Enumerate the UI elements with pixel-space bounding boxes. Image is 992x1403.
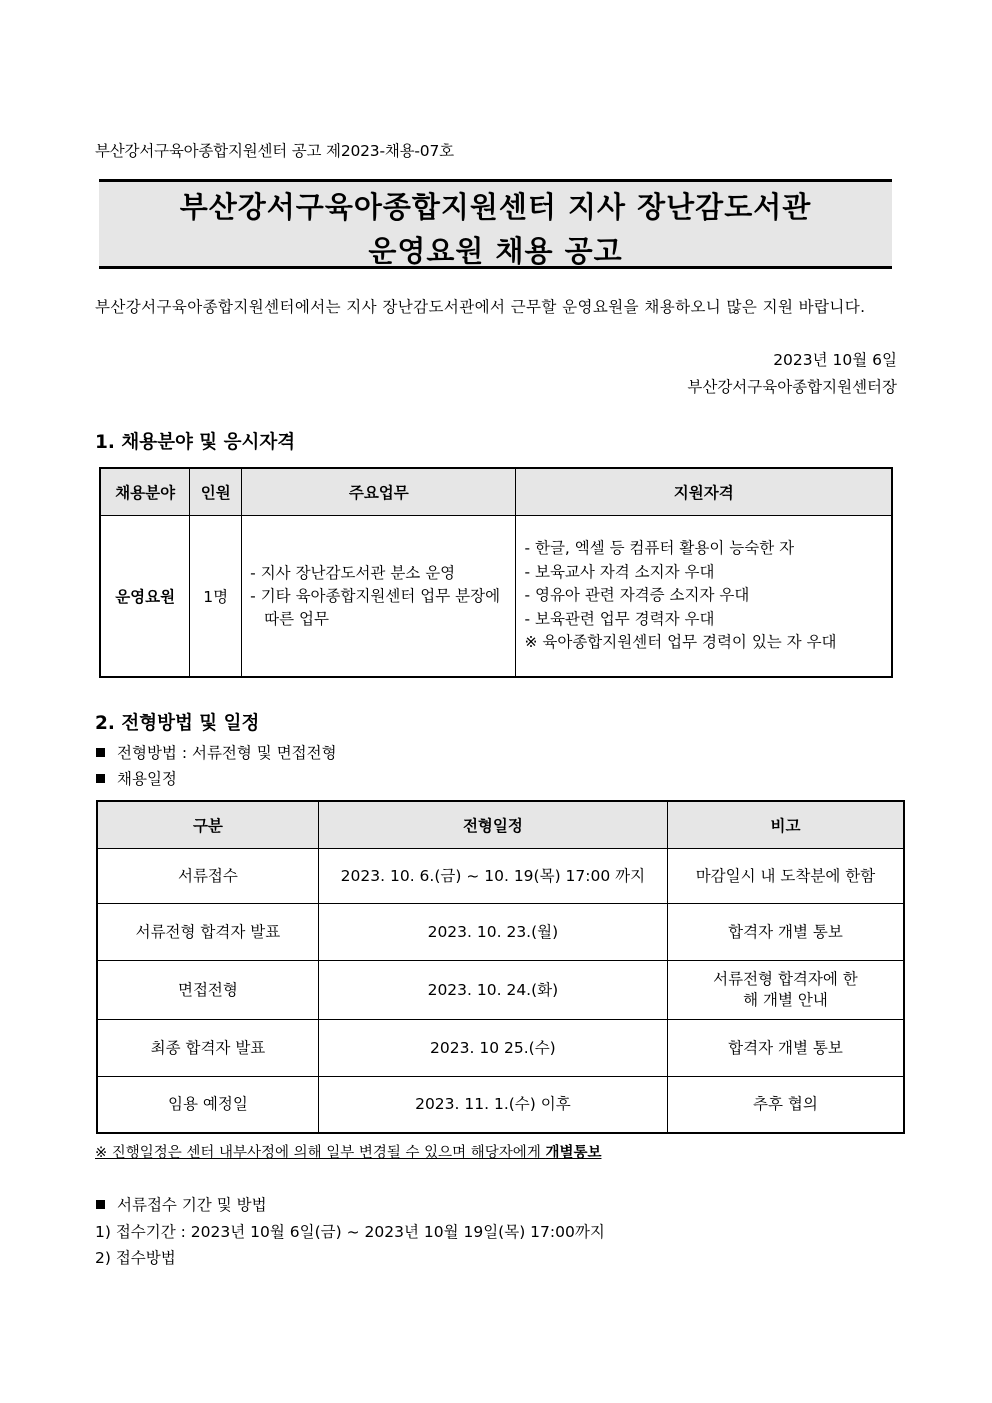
selection-method-line bbox=[96, 741, 337, 763]
section2-heading: 2. 전형방법 및 일정 bbox=[95, 713, 260, 734]
section1-heading: 1. 채용분야 및 응시자격 bbox=[95, 432, 296, 453]
header-field: 채용분야 bbox=[100, 468, 190, 516]
announcement-date: 2023년 10월 6일 bbox=[773, 351, 897, 369]
table-row bbox=[97, 1020, 904, 1077]
table-row bbox=[97, 1077, 904, 1134]
cell-date: 2023. 10. 6.(금) ~ 10. 19(목) 17:00 까지 bbox=[318, 849, 667, 904]
cell-qualifications bbox=[516, 516, 892, 678]
cell-note: 합격자 개별 통보 bbox=[667, 904, 904, 961]
table-row bbox=[97, 904, 904, 961]
submission-heading-line bbox=[96, 1193, 267, 1215]
cell-stage: 서류전형 합격자 발표 bbox=[97, 904, 318, 961]
title-line2: 운영요원 채용 공고 bbox=[368, 234, 623, 268]
header-count: 인원 bbox=[190, 468, 242, 516]
header-note: 비고 bbox=[667, 801, 904, 849]
signer: 부산강서구육아종합지원센터장 bbox=[687, 378, 897, 396]
schedule-footnote bbox=[95, 1141, 601, 1162]
submission-period: 1) 접수기간 : 2023년 10월 6일(금) ~ 2023년 10월 19일(목) 17:00까지 bbox=[95, 1223, 605, 1241]
intro-paragraph: 부산강서구육아종합지원센터에서는 지사 장난감도서관에서 근무할 운영요원을 채용하오니 많은 지원 바랍니다. bbox=[95, 298, 866, 316]
cell-note: 추후 협의 bbox=[667, 1077, 904, 1134]
submission-heading: 서류접수 기간 및 방법 bbox=[117, 1196, 267, 1214]
footnote-text: ※ 진행일정은 센터 내부사정에 의해 일부 변경될 수 있으며 해당자에게 bbox=[95, 1145, 546, 1161]
qualification-item: - 한글, 엑셀 등 컴퓨터 활용이 능숙한 자 bbox=[524, 539, 795, 558]
cell-date: 2023. 10. 23.(월) bbox=[318, 904, 667, 961]
table-header-row bbox=[97, 801, 904, 849]
schedule-label: 채용일정 bbox=[117, 770, 177, 788]
square-bullet-icon bbox=[96, 1200, 105, 1209]
cell-field: 운영요원 bbox=[100, 516, 190, 678]
square-bullet-icon bbox=[96, 774, 105, 783]
selection-method: 전형방법 : 서류전형 및 면접전형 bbox=[117, 744, 337, 762]
title-line1: 부산강서구육아종합지원센터 지사 장난감도서관 bbox=[179, 190, 812, 224]
table-row bbox=[97, 961, 904, 1020]
qualification-item: ※ 육아종합지원센터 업무 경력이 있는 자 우대 bbox=[524, 633, 837, 652]
duty-item: - 기타 육아종합지원센터 업무 분장에 따른 업무 bbox=[250, 586, 501, 628]
cell-stage: 면접전형 bbox=[97, 961, 318, 1020]
square-bullet-icon bbox=[96, 748, 105, 757]
footnote-emphasis: 개별통보 bbox=[545, 1145, 602, 1161]
duty-item: - 지사 장난감도서관 분소 운영 bbox=[250, 563, 456, 582]
cell-date: 2023. 10 25.(수) bbox=[318, 1020, 667, 1077]
cell-note: 마감일시 내 도착분에 한함 bbox=[667, 849, 904, 904]
submission-method: 2) 접수방법 bbox=[95, 1249, 176, 1267]
cell-duties bbox=[242, 516, 516, 678]
qualification-item: - 영유아 관련 자격증 소지자 우대 bbox=[524, 586, 750, 605]
cell-note: 합격자 개별 통보 bbox=[667, 1020, 904, 1077]
qualification-item: - 보육교사 자격 소지자 우대 bbox=[524, 562, 715, 581]
header-stage: 구분 bbox=[97, 801, 318, 849]
schedule-label-line bbox=[96, 767, 177, 789]
cell-date: 2023. 10. 24.(화) bbox=[318, 961, 667, 1020]
header-duties: 주요업무 bbox=[242, 468, 516, 516]
table-row bbox=[97, 849, 904, 904]
header-date: 전형일정 bbox=[318, 801, 667, 849]
cell-date: 2023. 11. 1.(수) 이후 bbox=[318, 1077, 667, 1134]
cell-stage: 서류접수 bbox=[97, 849, 318, 904]
cell-stage: 최종 합격자 발표 bbox=[97, 1020, 318, 1077]
table-row bbox=[100, 516, 892, 678]
notice-number: 부산강서구육아종합지원센터 공고 제2023-채용-07호 bbox=[95, 142, 454, 160]
table-header-row bbox=[100, 468, 892, 516]
title-box bbox=[99, 179, 892, 269]
cell-count: 1명 bbox=[190, 516, 242, 678]
cell-note: 서류전형 합격자에 한해 개별 안내 bbox=[667, 961, 904, 1020]
cell-stage: 임용 예정일 bbox=[97, 1077, 318, 1134]
qualification-item: - 보육관련 업무 경력자 우대 bbox=[524, 609, 715, 628]
schedule-table bbox=[96, 800, 905, 1134]
header-qualifications: 지원자격 bbox=[516, 468, 892, 516]
recruitment-field-table bbox=[99, 467, 893, 678]
